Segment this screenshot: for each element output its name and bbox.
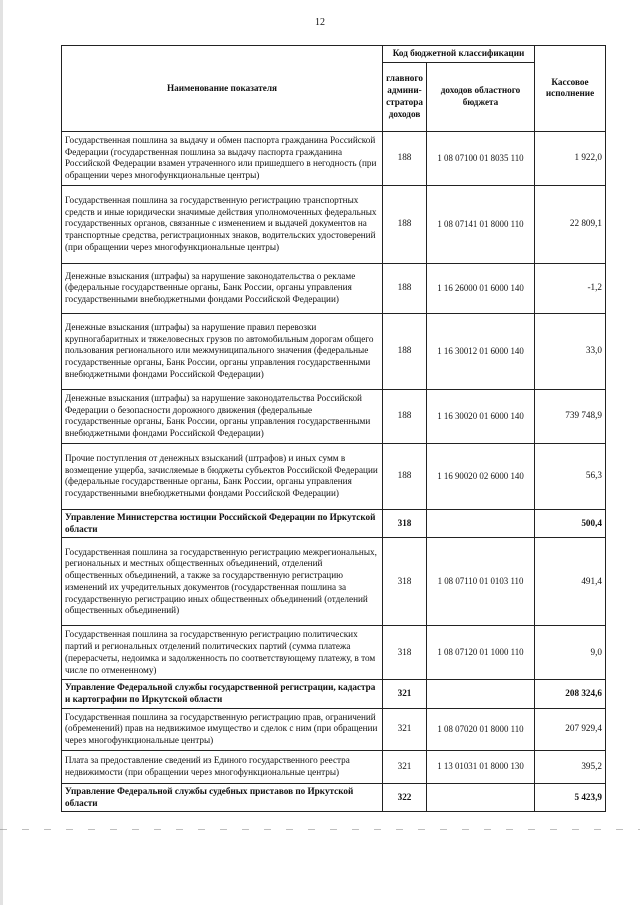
header-indicator-name: Наименование показателя <box>62 46 383 132</box>
row-indicator-name: Плата за предоставление сведений из Единого государственного реестра недвижимости (при обращении через многофункциональные центры) <box>62 750 383 783</box>
row-admin-code: 318 <box>383 538 427 626</box>
row-admin-code: 318 <box>383 509 427 538</box>
row-cash-execution: 1 922,0 <box>535 131 606 185</box>
table-row <box>62 538 606 626</box>
row-cash-execution: 56,3 <box>535 443 606 509</box>
row-indicator-name: Государственная пошлина за государственную регистрацию прав, ограничений (обременений) прав на недвижимое имущество и сделок с ним (при обращении через многофункциональные центры) <box>62 708 383 750</box>
row-income-code: 1 08 07141 01 8000 110 <box>427 185 535 263</box>
row-admin-code: 188 <box>383 263 427 313</box>
budget-revenue-table <box>61 45 606 812</box>
row-indicator-name: Управление Министерства юстиции Российской Федерации по Иркутской области <box>62 509 383 538</box>
row-cash-execution: 500,4 <box>535 509 606 538</box>
table-row <box>62 185 606 263</box>
row-indicator-name: Государственная пошлина за выдачу и обмен паспорта гражданина Российской Федерации (государственная пошлина за выдачу паспорта гражданина Российской Федерации взамен утраченного или пришедшего в негодность (при обращении через многофункциональные центры) <box>62 131 383 185</box>
row-admin-code: 321 <box>383 708 427 750</box>
row-cash-execution: 208 324,6 <box>535 680 606 709</box>
row-indicator-name: Государственная пошлина за государственную регистрацию межрегиональных, региональных и местных общественных объединений, отделений общественных объединений, а также за государственную регистрацию изменений их учредительных документов (государственная пошлина за государственную регистрацию иных общественных объединений (отделений общественных объединений) <box>62 538 383 626</box>
row-indicator-name: Управление Федеральной службы судебных приставов по Иркутской области <box>62 783 383 812</box>
row-cash-execution: 22 809,1 <box>535 185 606 263</box>
scan-edge-shadow <box>0 0 3 905</box>
table-row <box>62 626 606 680</box>
row-income-code: 1 16 26000 01 6000 140 <box>427 263 535 313</box>
row-admin-code: 322 <box>383 783 427 812</box>
scan-artifact-line <box>0 829 640 830</box>
table-row <box>62 750 606 783</box>
row-admin-code: 321 <box>383 750 427 783</box>
row-income-code: 1 08 07020 01 8000 110 <box>427 708 535 750</box>
row-income-code: 1 08 07120 01 1000 110 <box>427 626 535 680</box>
row-indicator-name: Государственная пошлина за государственную регистрацию транспортных средств и иные юридически значимые действия уполномоченных федеральных государственных органов, связанные с изменением и выдачей документов на транспортные средства, регистрационных знаков, водительских удостоверений (при обращении через многофункциональные центры) <box>62 185 383 263</box>
row-income-code: 1 16 90020 02 6000 140 <box>427 443 535 509</box>
row-cash-execution: 33,0 <box>535 313 606 389</box>
header-budget-classification-code: Код бюджетной классификации <box>383 46 535 63</box>
row-admin-code: 318 <box>383 626 427 680</box>
row-indicator-name: Управление Федеральной службы государственной регистрации, кадастра и картографии по Иркутской области <box>62 680 383 709</box>
row-cash-execution: 395,2 <box>535 750 606 783</box>
table-body <box>62 131 606 812</box>
row-income-code: 1 08 07100 01 8035 110 <box>427 131 535 185</box>
row-cash-execution: -1,2 <box>535 263 606 313</box>
row-admin-code: 188 <box>383 131 427 185</box>
table-header-row <box>62 46 606 63</box>
row-income-code: 1 08 07110 01 0103 110 <box>427 538 535 626</box>
header-regional-budget-income: доходов областного бюджета <box>427 62 535 131</box>
row-indicator-name: Денежные взыскания (штрафы) за нарушение законодательства Российской Федерации о безопасности дорожного движения (федеральные государственные органы, Банк России, органы управления государственными внебюджетными фондами Российской Федерации) <box>62 389 383 443</box>
table-group-row <box>62 680 606 709</box>
row-cash-execution: 207 929,4 <box>535 708 606 750</box>
table-row <box>62 443 606 509</box>
row-admin-code: 188 <box>383 313 427 389</box>
row-indicator-name: Государственная пошлина за государственную регистрацию политических партий и региональных отделений политических партий (сумма платежа (перерасчеты, недоимка и задолженность по соответствующему платежу, в том числе по отмененному) <box>62 626 383 680</box>
table-row <box>62 263 606 313</box>
row-cash-execution: 491,4 <box>535 538 606 626</box>
row-admin-code: 188 <box>383 443 427 509</box>
row-indicator-name: Прочие поступления от денежных взысканий (штрафов) и иных сумм в возмещение ущерба, зачисляемые в бюджеты субъектов Российской Федерации (федеральные государственные органы, Банк России, органы управления государственными внебюджетными фондами Российской Федерации) <box>62 443 383 509</box>
row-income-code: 1 16 30020 01 6000 140 <box>427 389 535 443</box>
table-group-row <box>62 509 606 538</box>
header-cash-execution: Кассовое исполнение <box>535 46 606 132</box>
row-cash-execution: 5 423,9 <box>535 783 606 812</box>
row-income-code: 1 13 01031 01 8000 130 <box>427 750 535 783</box>
row-income-code <box>427 783 535 812</box>
row-admin-code: 188 <box>383 389 427 443</box>
row-cash-execution: 739 748,9 <box>535 389 606 443</box>
table-row <box>62 708 606 750</box>
table-row <box>62 389 606 443</box>
header-chief-administrator: главного админи-стратора доходов <box>383 62 427 131</box>
row-admin-code: 188 <box>383 185 427 263</box>
row-income-code: 1 16 30012 01 6000 140 <box>427 313 535 389</box>
row-indicator-name: Денежные взыскания (штрафы) за нарушение законодательства о рекламе (федеральные государственные органы, Банк России, органы управления государственными внебюджетными фондами Российской Федерации) <box>62 263 383 313</box>
table-row <box>62 131 606 185</box>
table-row <box>62 313 606 389</box>
row-cash-execution: 9,0 <box>535 626 606 680</box>
page-number: 12 <box>315 17 325 28</box>
table-group-row <box>62 783 606 812</box>
row-admin-code: 321 <box>383 680 427 709</box>
row-income-code <box>427 509 535 538</box>
row-income-code <box>427 680 535 709</box>
row-indicator-name: Денежные взыскания (штрафы) за нарушение правил перевозки крупногабаритных и тяжеловесных грузов по автомобильным дорогам общего пользования регионального или межмуниципального значения (федеральные государственные органы, Банк России, органы управления государственными внебюджетными фондами Российской Федерации) <box>62 313 383 389</box>
